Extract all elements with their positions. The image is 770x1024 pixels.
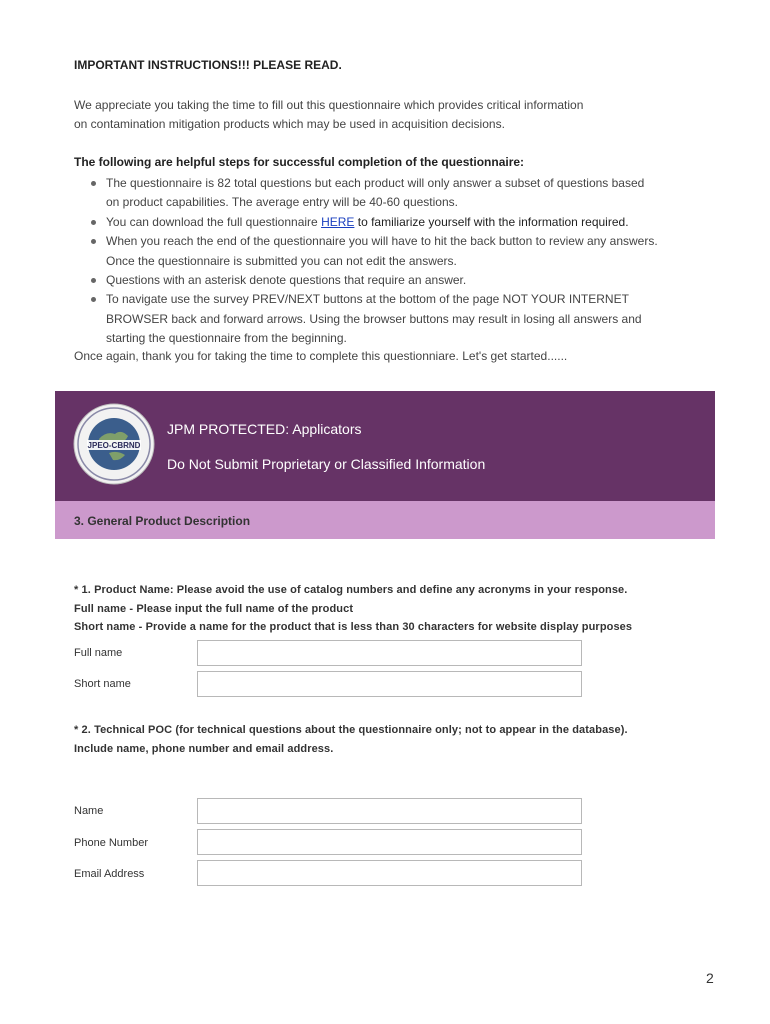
phone-number-input[interactable] [197, 829, 582, 855]
question-1-text: * 1. Product Name: Please avoid the use of catalog numbers and define any acronyms in your response. Full name - Please input the full name of the product Short name - Provide a name for the product that is less than 30 characters for website display purposes [74, 584, 633, 633]
banner-subtitle: Do Not Submit Proprietary or Classified Information [167, 456, 486, 472]
jpeo-cbrnd-seal-icon [73, 403, 155, 485]
step-item: To navigate use the survey PREV/NEXT buttons at the bottom of the page NOT YOUR INTERNET BROWSER back and forward arrows. Using the browser buttons may result in losing all answers and starting the questionnaire from the beginning. [89, 290, 729, 348]
seal-lettering: JPEO-CBRND [87, 441, 141, 450]
download-questionnaire-link[interactable]: HERE [321, 214, 355, 229]
email-address-label: Email Address [74, 868, 145, 880]
section-title: 3. General Product Description [74, 514, 251, 528]
email-address-input[interactable] [197, 860, 582, 886]
poc-name-label: Name [74, 805, 104, 817]
phone-number-label: Phone Number [74, 837, 148, 849]
short-name-label: Short name [74, 678, 131, 690]
banner-title: JPM PROTECTED: Applicators [167, 421, 362, 437]
survey-banner [55, 391, 715, 501]
instructions-title: IMPORTANT INSTRUCTIONS!!! PLEASE READ. [74, 58, 342, 72]
page-number: 2 [706, 970, 714, 986]
section-header [55, 501, 715, 539]
full-name-label: Full name [74, 647, 123, 659]
steps-list [89, 174, 729, 349]
step-item: Questions with an asterisk denote questions that require an answer. [89, 271, 729, 290]
poc-name-input[interactable] [197, 798, 582, 824]
intro-line: We appreciate you taking the time to fill out this questionnaire which provides critical information [74, 98, 584, 112]
steps-title: The following are helpful steps for successful completion of the questionnaire: [74, 155, 525, 169]
full-name-input[interactable] [197, 640, 582, 666]
intro-line: on contamination mitigation products which may be used in acquisition decisions. [74, 117, 505, 131]
closing-text: Once again, thank you for taking the time to complete this questionniare. Let's get started...... [74, 349, 568, 363]
step-item: When you reach the end of the questionnaire you will have to hit the back button to review any answers. Once the questionnaire is submitted you can not edit the answers. [89, 232, 729, 271]
step-item: You can download the full questionnaire HERE to familiarize yourself with the information required. [89, 213, 729, 232]
instructions-intro [74, 96, 694, 134]
short-name-input[interactable] [197, 671, 582, 697]
question-2-text: * 2. Technical POC (for technical questions about the questionnaire only; not to appear in the database). Include name, phone number and email address. [74, 724, 628, 755]
step-item: The questionnaire is 82 total questions but each product will only answer a subset of questions based on product capabilities. The average entry will be 40-60 questions. [89, 174, 729, 213]
